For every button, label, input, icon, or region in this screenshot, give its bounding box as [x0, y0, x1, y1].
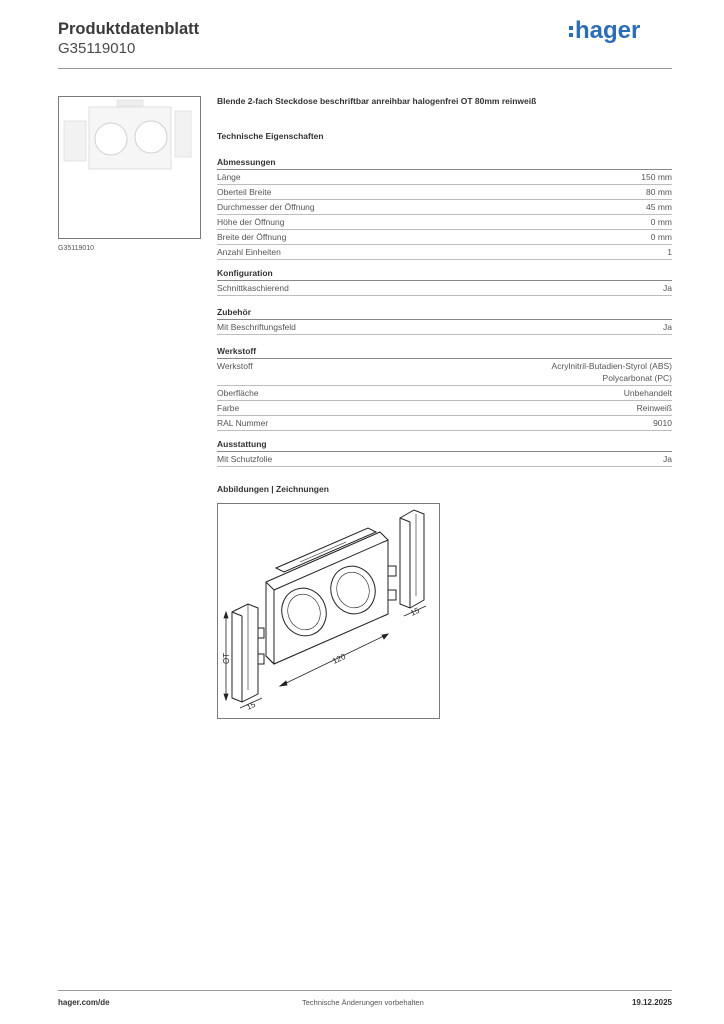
spec-row: [217, 416, 672, 431]
dim-label-ot: OT: [222, 652, 231, 664]
spec-label: Mit Schutzfolie: [217, 454, 273, 464]
section-title: Werkstoff: [217, 345, 672, 359]
thumbnail-caption: G35119010: [58, 245, 95, 252]
article-number: G35119010: [58, 40, 136, 57]
spec-row: [217, 170, 672, 185]
section-zubehoer: [217, 306, 672, 335]
spec-value: 0 mm: [650, 217, 672, 227]
spec-value: Unbehandelt: [623, 388, 672, 398]
spec-value-secondary: Polycarbonat (PC): [602, 373, 672, 383]
spec-row: [217, 281, 672, 296]
spec-value: 9010: [653, 418, 672, 428]
left-end-piece-drawing: [232, 604, 258, 702]
spec-row: [217, 200, 672, 215]
spec-row: [217, 320, 672, 335]
spec-label: Breite der Öffnung: [217, 232, 287, 242]
right-end-piece-drawing: [400, 510, 424, 608]
footer-divider: [58, 990, 672, 991]
header-divider: [58, 68, 672, 69]
spec-value: Ja: [663, 322, 672, 332]
dim-label-15-left: 15: [245, 699, 257, 712]
spec-label: Länge: [217, 172, 241, 182]
product-thumbnail: [58, 96, 201, 239]
spec-label: RAL Nummer: [217, 418, 269, 428]
dim-label-15-right: 15: [409, 605, 421, 618]
spec-row: [217, 215, 672, 230]
section-title: Konfiguration: [217, 267, 672, 281]
technical-drawing: [217, 503, 440, 719]
section-abmessungen: [217, 156, 672, 260]
spec-value: Reinweiß: [636, 403, 672, 413]
footer-date: 19.12.2025: [631, 998, 672, 1007]
spec-value: 45 mm: [646, 202, 672, 212]
page-title: Produktdatenblatt: [58, 20, 200, 38]
spec-row: [217, 359, 672, 386]
spec-label: Oberteil Breite: [217, 187, 272, 197]
section-konfiguration: [217, 267, 672, 296]
footer-notice: Technische Änderungen vorbehalten: [302, 998, 424, 1007]
spec-label: Durchmesser der Öffnung: [217, 202, 315, 212]
spec-label: Anzahl Einheiten: [217, 247, 281, 257]
hager-logo: [568, 16, 658, 46]
spec-value: 150 mm: [641, 172, 672, 182]
spec-value: 0 mm: [650, 232, 672, 242]
spec-row: [217, 185, 672, 200]
plate-drawing: [256, 528, 396, 664]
spec-row: [217, 230, 672, 245]
section-title: Abmessungen: [217, 156, 672, 170]
spec-label: Schnittkaschierend: [217, 283, 289, 293]
spec-value: Acrylnitril-Butadien-Styrol (ABS): [551, 361, 672, 371]
dim-label-120: 120: [331, 652, 347, 666]
tech-properties-heading: Technische Eigenschaften: [217, 131, 324, 141]
spec-value: 1: [667, 247, 672, 257]
section-ausstattung: [217, 438, 672, 467]
spec-row: [217, 452, 672, 467]
spec-label: Höhe der Öffnung: [217, 217, 285, 227]
section-title: Ausstattung: [217, 438, 672, 452]
product-name: Blende 2-fach Steckdose beschriftbar anreihbar halogenfrei OT 80mm reinweiß: [217, 96, 537, 106]
spec-value: Ja: [663, 454, 672, 464]
spec-value: Ja: [663, 283, 672, 293]
figures-heading: Abbildungen | Zeichnungen: [217, 484, 329, 494]
section-title: Zubehör: [217, 306, 672, 320]
spec-label: Mit Beschriftungsfeld: [217, 322, 296, 332]
spec-row: [217, 245, 672, 260]
spec-label: Werkstoff: [217, 361, 253, 371]
section-werkstoff: [217, 345, 672, 431]
spec-label: Oberfläche: [217, 388, 259, 398]
spec-row: [217, 401, 672, 416]
logo-text: hager: [575, 17, 641, 44]
footer-website-link[interactable]: hager.com/de: [58, 998, 110, 1007]
spec-label: Farbe: [217, 403, 240, 413]
spec-value: 80 mm: [646, 187, 672, 197]
spec-row: [217, 386, 672, 401]
